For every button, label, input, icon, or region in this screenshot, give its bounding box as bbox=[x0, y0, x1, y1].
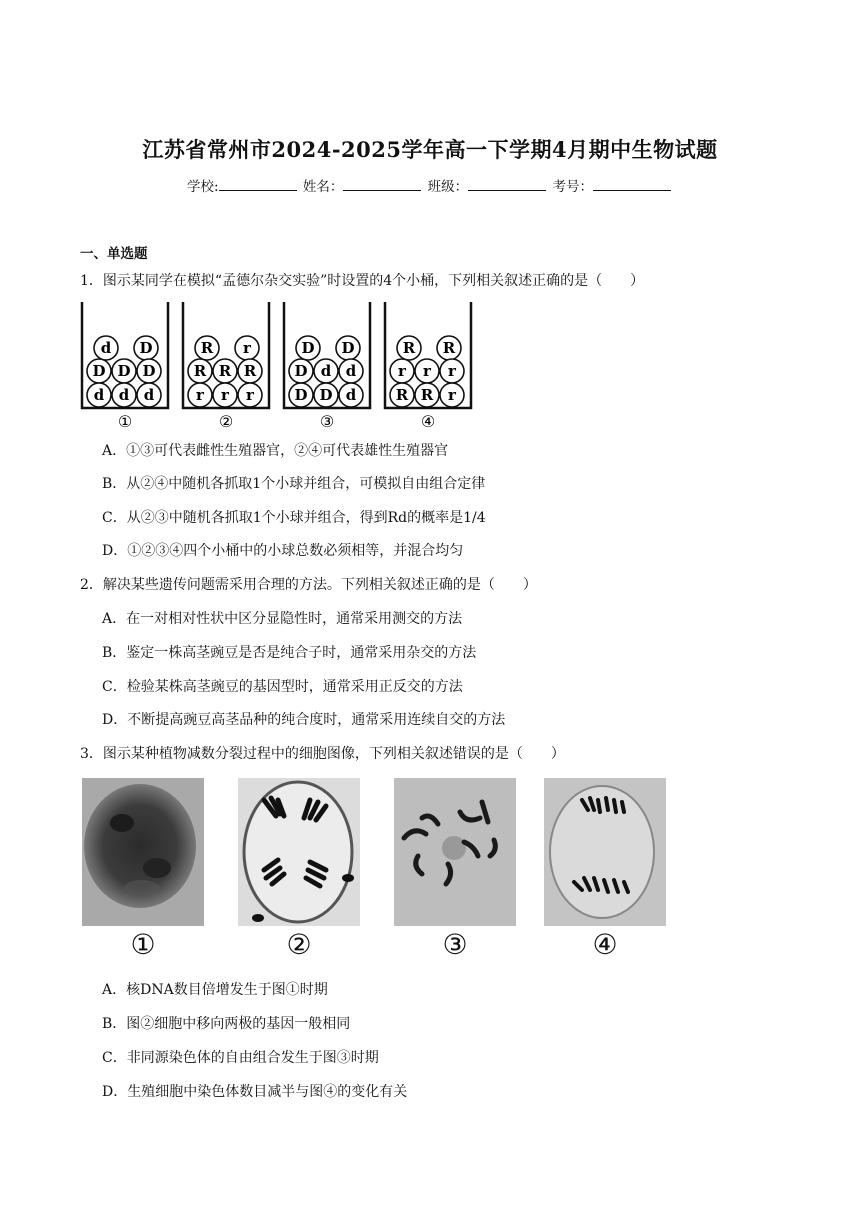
exam-number-blank bbox=[593, 178, 671, 191]
name-blank bbox=[343, 178, 421, 191]
question-1-stem: 1．图示某同学在模拟“孟德尔杂交实验”时设置的4个小桶，下列相关叙述正确的是（ ） bbox=[80, 273, 645, 289]
ball-label: r bbox=[423, 362, 431, 380]
ball-label: D bbox=[294, 362, 308, 380]
ball-label: d bbox=[320, 362, 332, 380]
question-3-stem: 3．图示某种植物减数分裂过程中的细胞图像，下列相关叙述错误的是（ ） bbox=[80, 746, 565, 762]
question-1-option-c: C．从②③中随机各抓取1个小球并组合，得到Rd的概率是1/4 bbox=[102, 510, 486, 526]
ball-label: r bbox=[221, 386, 229, 404]
ball-label: R bbox=[420, 386, 434, 404]
question-3-option-c: C．非同源染色体的自由组合发生于图③时期 bbox=[102, 1050, 379, 1066]
ball-label: r bbox=[243, 339, 251, 357]
name-label: 姓名： bbox=[302, 179, 344, 195]
bucket-4 bbox=[385, 302, 471, 431]
ball-label: R bbox=[200, 339, 214, 357]
question-3-option-a: A．核DNA数目倍增发生于图①时期 bbox=[102, 982, 328, 998]
ball-label: D bbox=[92, 362, 106, 380]
ball-label: r bbox=[398, 362, 406, 380]
micrograph-2 bbox=[238, 778, 360, 926]
figure-label-3: ③ bbox=[442, 928, 468, 961]
bucket-figure bbox=[78, 298, 474, 432]
bucket-1 bbox=[82, 302, 168, 431]
ball-label: r bbox=[196, 386, 204, 404]
question-1-option-d: D．①②③④四个小桶中的小球总数必须相等，并混合均匀 bbox=[102, 543, 464, 559]
page-title: 江苏省常州市2024-2025学年高一下学期4月期中生物试题 bbox=[142, 137, 718, 162]
ball-label: r bbox=[246, 386, 254, 404]
question-2-option-c: C．检验某株高茎豌豆的基因型时，通常采用正反交的方法 bbox=[102, 679, 463, 695]
school-blank bbox=[219, 178, 297, 191]
bucket-3 bbox=[284, 302, 370, 431]
question-3-option-d: D．生殖细胞中染色体数目减半与图④的变化有关 bbox=[102, 1084, 408, 1100]
ball-label: d bbox=[93, 386, 105, 404]
ball-label: d bbox=[100, 339, 112, 357]
ball-label: R bbox=[442, 339, 456, 357]
ball-label: D bbox=[294, 386, 308, 404]
ball-label: D bbox=[142, 362, 156, 380]
ball-label: d bbox=[143, 386, 155, 404]
ball-label: D bbox=[341, 339, 355, 357]
micrograph-4 bbox=[544, 778, 666, 926]
figure-label-2: ② bbox=[286, 928, 312, 961]
bucket-2 bbox=[183, 302, 269, 431]
question-3-option-b: B．图②细胞中移向两极的基因一般相同 bbox=[102, 1016, 351, 1032]
class-label: 班级： bbox=[427, 179, 469, 195]
ball-label: d bbox=[345, 362, 357, 380]
ball-label: R bbox=[395, 386, 409, 404]
ball-label: R bbox=[218, 362, 232, 380]
bucket-label: ④ bbox=[420, 412, 436, 431]
ball-label: d bbox=[118, 386, 130, 404]
micrograph-3 bbox=[394, 778, 516, 926]
ball-label: D bbox=[319, 386, 333, 404]
ball-label: r bbox=[448, 362, 456, 380]
ball-label: d bbox=[345, 386, 357, 404]
ball-label: r bbox=[448, 386, 456, 404]
ball-label: R bbox=[402, 339, 416, 357]
question-1-option-a: A．①③可代表雌性生殖器官，②④可代表雄性生殖器官 bbox=[102, 443, 449, 459]
micrograph-1 bbox=[82, 778, 204, 926]
question-2-option-d: D．不断提高豌豆高茎品种的纯合度时，通常采用连续自交的方法 bbox=[102, 712, 506, 728]
ball-label: D bbox=[139, 339, 153, 357]
ball-label: R bbox=[243, 362, 257, 380]
question-2-option-b: B．鉴定一株高茎豌豆是否是纯合子时，通常采用杂交的方法 bbox=[102, 645, 477, 661]
exam-number-label: 考号： bbox=[552, 179, 593, 195]
question-2-stem: 2．解决某些遗传问题需采用合理的方法。下列相关叙述正确的是（ ） bbox=[80, 577, 537, 593]
ball-label: D bbox=[301, 339, 315, 357]
ball-label: D bbox=[117, 362, 131, 380]
bucket-label: ② bbox=[218, 412, 234, 431]
cell-micrograph-figure bbox=[82, 778, 682, 963]
question-2-option-a: A．在一对相对性状中区分显隐性时，通常采用测交的方法 bbox=[102, 611, 463, 627]
class-blank bbox=[468, 178, 546, 191]
section-heading: 一、单选题 bbox=[80, 246, 148, 262]
school-label: 学校: bbox=[187, 179, 219, 195]
figure-label-4: ④ bbox=[592, 928, 618, 961]
bucket-label: ③ bbox=[319, 412, 335, 431]
student-info-line bbox=[0, 175, 860, 195]
ball-label: R bbox=[193, 362, 207, 380]
question-1-option-b: B．从②④中随机各抓取1个小球并组合，可模拟自由组合定律 bbox=[102, 476, 486, 492]
bucket-label: ① bbox=[117, 412, 133, 431]
figure-label-1: ① bbox=[130, 928, 156, 961]
